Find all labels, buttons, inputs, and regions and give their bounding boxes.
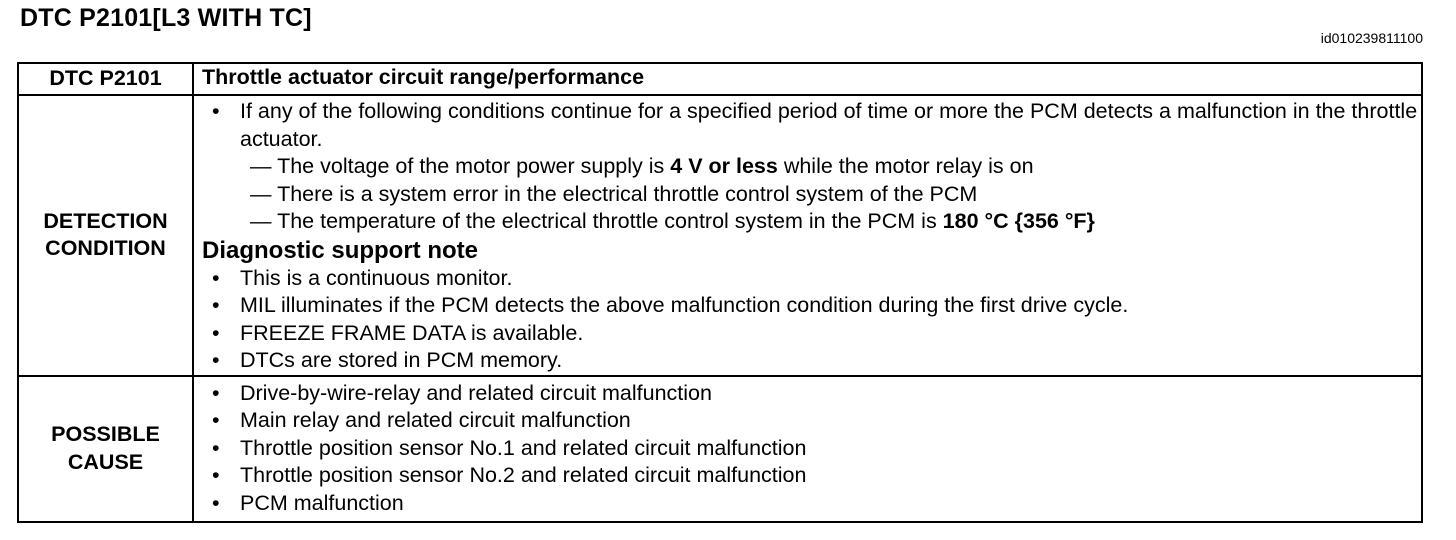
list-item: • Drive-by-wire-relay and related circuit malfunction bbox=[194, 380, 1421, 408]
dtc-table bbox=[17, 62, 1423, 523]
list-item: • Throttle position sensor No.2 and related circuit malfunction bbox=[194, 462, 1421, 490]
dash-1-text-pre: — The voltage of the motor power supply is bbox=[250, 154, 671, 178]
detection-label-line2: CONDITION bbox=[45, 236, 166, 261]
detection-label-line1: DETECTION bbox=[43, 208, 168, 233]
list-item: • Main relay and related circuit malfunction bbox=[194, 407, 1421, 435]
diagnostic-note-heading: Diagnostic support note bbox=[202, 236, 478, 264]
cause-label-line2: CAUSE bbox=[67, 449, 144, 474]
page-title: DTC P2101[L3 WITH TC] bbox=[20, 4, 312, 32]
temperature-threshold: 180 °C {356 °F} bbox=[942, 209, 1095, 233]
detection-condition-row bbox=[18, 95, 1422, 376]
dash-3-text-pre: — The temperature of the electrical throttle control system in the PCM is bbox=[250, 209, 943, 233]
dtc-code-label: DTC P2101 bbox=[18, 63, 193, 95]
possible-cause-row bbox=[18, 376, 1422, 523]
cause-label-line1: POSSIBLE bbox=[51, 422, 160, 447]
document-id: id010239811100 bbox=[1320, 30, 1423, 46]
list-item: • This is a continuous monitor. bbox=[194, 265, 1421, 293]
condition-dash-2: — There is a system error in the electrical throttle control system of the PCM bbox=[250, 181, 978, 206]
possible-cause-label bbox=[18, 376, 193, 523]
condition-dash-3 bbox=[194, 208, 1421, 236]
condition-bullet: • If any of the following conditions continue for a specified period of time or more the PCM detects a malfunction in the throttle actuator. bbox=[194, 98, 1421, 153]
table-header-row bbox=[18, 63, 1422, 95]
detection-condition-content bbox=[193, 95, 1422, 376]
diagnostic-note-list bbox=[194, 265, 1421, 375]
list-item: • Throttle position sensor No.1 and related circuit malfunction bbox=[194, 435, 1421, 463]
cause-list bbox=[194, 380, 1421, 518]
dash-1-text-post: while the motor relay is on bbox=[777, 154, 1034, 178]
detection-condition-label bbox=[18, 95, 193, 376]
possible-cause-content bbox=[193, 376, 1422, 523]
voltage-threshold: 4 V or less bbox=[670, 154, 778, 178]
list-item: • PCM malfunction bbox=[194, 490, 1421, 518]
condition-dash-1 bbox=[194, 153, 1421, 181]
list-item: • FREEZE FRAME DATA is available. bbox=[194, 320, 1421, 348]
condition-list bbox=[194, 98, 1421, 153]
list-item: • MIL illuminates if the PCM detects the above malfunction condition during the first drive cycle. bbox=[194, 292, 1421, 320]
list-item: • DTCs are stored in PCM memory. bbox=[194, 347, 1421, 375]
dtc-description: Throttle actuator circuit range/performance bbox=[193, 63, 1422, 95]
